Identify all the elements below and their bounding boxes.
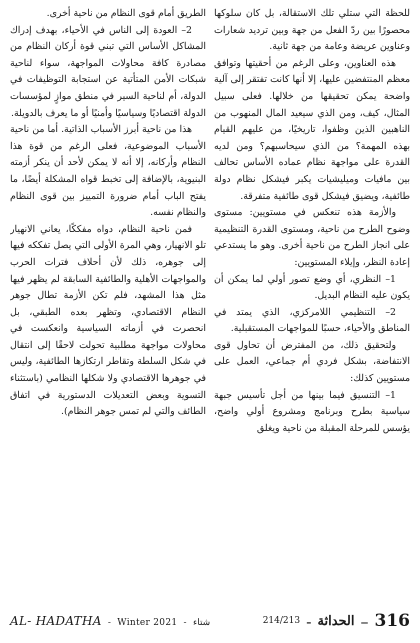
paragraph: هذه العناوين، وعلى الرغم من أحقيتها وتوافق معظم المنتفضين عليها، إلا أنها كانت تفتقر إلى آلية واضحة يمكن تحقيقها من خلالها. فعلى سبيل المثال، كيف، ومن الذي سيعيد المال المنهوب من الناهبين الذين وظفوا، تاريخيًا، من عليهم القيام بهذه المهمة؟ من الذي سيحاسبهم؟ ومن لديه القدرة على مواجهة نظام عماده الأساس تحالف بين مافيات وميليشيات يكبر فيشكل نظام دولة طائفية، ويضيق فيشكل قوى طائفية متفرقة. (214, 57, 410, 202)
footer-right-group (263, 611, 410, 631)
separator: – (360, 611, 369, 631)
left-text-column (10, 6, 206, 598)
list-item: 1– التنسيق فيما بينها من أجل تأسيس جبهة سياسية بطرح وبرنامج ومشروع أولي واضح، يؤسس للمرحلة المقبلة من ناحية ويغلق (214, 389, 410, 434)
page-number: 316 (374, 611, 410, 631)
paragraph: فمن ناحية النظام، دواه مفككًا، يعاني الانهيار تلو الانهيار، وهي المرة الأولى التي يصل تفككه فيها إلى جوهره، ذلك لأن أحلاف فترات الحرب والمواجهات الأهلية والطائفية السابقة لم يظهر فيها مثل هذا المشهد، فلم تكن الأزمة تطال جوهر النظام الاقتصادي، وتظهر بعده الطبقي، بل انحصرت في أزماته السياسية وانعكست في محاولات مواجهة مطلبية تحولت لاحقًا إلى انتقال في شكل السلطة وتقاطر ارتكازها الطائفية، وليس في جوهرها الاقتصادي ولا شكلها النظامي (باستثناء التسوية وبعض التعديلات الدستورية في اتفاق الطائف والتي لم تمس جوهر النظام). (10, 223, 206, 418)
right-text-column (214, 6, 410, 598)
arabic-season: شتاء (192, 618, 211, 628)
issue-number: 214/213 (262, 616, 301, 626)
latin-title: AL- HADATHA (10, 614, 102, 628)
magazine-name: الحداثة (317, 613, 355, 629)
paragraph: هذا من ناحية أبرز الأسباب الذاتية. أما من ناحية الأسباب الموضوعية، فعلى الرغم من قوة هذا النظام وأركانه، إلا أنه لا يمكن لأحد أن ينكر أزمته البنيوية، بالإضافة إلى تخبط قواه المشكلة أيضًا، ما يفتح الباب أمام ضرورة التمييز بين قوى النظام والنظام نفسه. (10, 124, 206, 219)
separator: - (306, 611, 312, 631)
paragraph: الطريق أمام قوى النظام من ناحية أخرى. (46, 8, 206, 19)
page-footer (10, 608, 410, 634)
list-item: 2– التنظيمي اللامركزي، الذي يمتد في المناطق والأحياء، حسبًا للمواجهات المستقبلية. (214, 306, 410, 335)
list-item: 2– العودة إلى الناس في الأحياء، بهدف إدراك المشاكل الأساس التي تبني قوة أركان النظام من مصادرة كافة محاولات المواجهة، سواء لناحية شبكات الأمن المتأتية عن استجابة التوظيفات في الدولة، أم لناحية السير في منطق موازٍ لمؤسسات الدولة اقتصاديًا وسياسيًا وأمنيًا أو ما يعرف بالدويلة. (10, 24, 206, 119)
separator: - (107, 618, 112, 628)
list-item: 1– النظري، أي وضع تصور أولي لما يمكن أن يكون عليه النظام البديل. (214, 273, 410, 302)
paragraph: والأزمة هذه تنعكس في مستويين: مستوى وضوح الطرح من ناحية، ومستوى القدرة التنظيمية على انجاز الطرح من ناحية أخرى. وهو ما يستدعي إعادة النظر، وإيلاء المستويين: (214, 207, 410, 268)
paragraph: ولتحقيق ذلك، من المفترض أن تحاول قوى الانتفاضة، بشكل فردي أم جماعي، العمل على مستويين كذلك: (214, 339, 410, 385)
separator: - (183, 618, 187, 628)
journal-latin-title (10, 614, 210, 628)
paragraph: للحظة التي ستلي تلك الاستقالة، بل كان سلوكها محصورًا بين ردّ الفعل من جهة وبين ترديد شعارات وعناوين عريضة وعامة من جهة ثانية. (214, 8, 410, 53)
latin-season: Winter 2021 (117, 618, 178, 628)
